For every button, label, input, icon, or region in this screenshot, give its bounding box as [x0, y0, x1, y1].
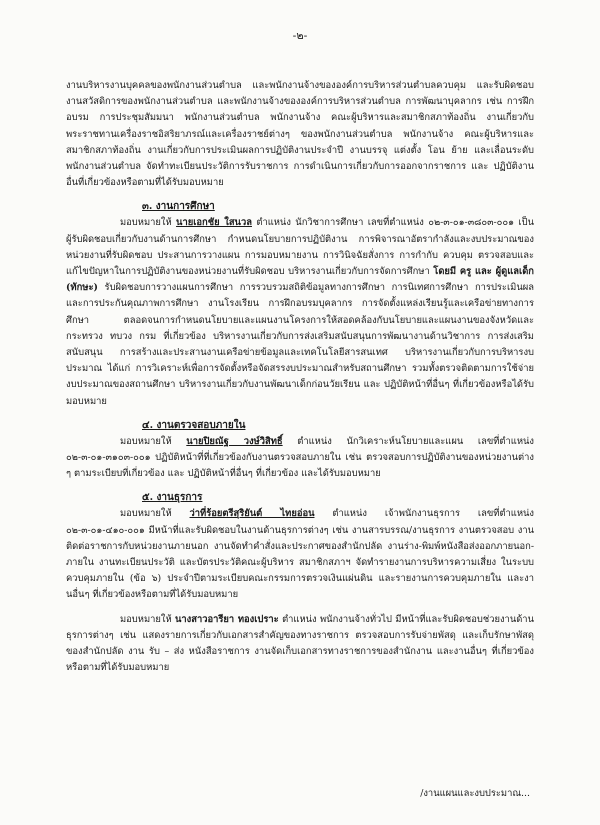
assign-prefix: มอบหมายให้ — [120, 435, 187, 447]
section-heading-internal-audit: ๔. งานตรวจสอบภายใน — [142, 419, 246, 431]
section-heading-administration: ๕. งานธุรการ — [142, 492, 203, 504]
section-heading-education: ๓. งานการศึกษา — [142, 201, 215, 213]
bold-phrase: โดยมี ครู และ ผู้ดูแลเด็ก (ทักษะ) — [66, 266, 534, 294]
assignee-name: ว่าที่ร้อยตรีสุริยันต์ ไทยอ่อน — [189, 508, 315, 520]
paragraph-text: ตำแหน่ง พนักงานจ้างทั่วไป มีหน้าที่และรับผิดชอบช่วยงานด้านธุรการต่างๆ เช่น แสดงรายการเกี่ยวกับเอกสารสำคัญของทางราชการ ตรวจสอบการรับจ่ายพัสดุ และเก็บรักษาพัสดุของสำนักปลัด งาน รับ – ส่ง หนังสือราชการ งานจัดเก็บเอกสารทางราชการของสำนักงาน และงานอื่นๆ ที่เกี่ยวข้องหรือตามที่ได้รับมอบหมาย — [66, 613, 534, 674]
assignee-name: นายปิยณัฐ วงษ์วิสิทธิ์ — [186, 435, 283, 447]
paragraph-administration-assistant — [66, 612, 534, 677]
assignee-name: นายเอกชัย ใสนวล — [176, 217, 252, 229]
paragraph-text: ตำแหน่ง นักวิเคราะห์นโยบายและแผน เลขที่ตำแหน่ง ๐๒-๓-๐๑-๓๑๐๓-๐๐๑ ปฏิบัติหน้าที่ที่เกี่ยวข้องกับงานตรวจสอบภายใน เช่น ตรวจสอบการปฏิบัติงานของหน่วยงานต่าง ๆ ตามระเบียบที่เกี่ยวข้อง และ ปฏิบัติหน้าที่อื่นๆ ที่เกี่ยวข้อง และได้รับมอบหมาย — [66, 435, 534, 480]
continued-note: /งานแผนและงบประมาณ... — [420, 788, 530, 799]
paragraph-internal-audit — [66, 434, 534, 483]
paragraph-intro: งานบริหารงานบุคคลของพนักงานส่วนตำบล และพนักงานจ้างขององค์การบริหารส่วนตำบลควบคุม และรับผิดชอบงานสวัสดิการของพนักงานส่วนตำบล และพนักงานจ้างขององค์การบริหารส่วนตำบล การพัฒนาบุคลากร เช่น การฝึกอบรม การประชุมสัมมนา พนักงานส่วนตำบล พนักงานจ้าง คณะผู้บริหารและสมาชิกสภาท้องถิ่น งานเกี่ยวกับพระราชทานเครื่องราชอิสริยาภรณ์และเครื่องราชย์ต่างๆ ของพนักงานส่วนตำบล พนักงานจ้าง คณะผู้บริหารและสมาชิกสภาท้องถิ่น งานเกี่ยวกับการประเมินผลการปฏิบัติงานประจำปี งานบรรจุ แต่งตั้ง โอน ย้าย และเลื่อนระดับพนักงานส่วนตำบล จัดทำทะเบียนประวัติการรับราชการ การดำเนินการเกี่ยวกับการออกจากราชการ และ ปฏิบัติงานอื่นที่เกี่ยวข้องหรือตามที่ได้รับมอบหมาย — [66, 80, 534, 189]
assign-prefix: มอบหมายให้ — [120, 613, 175, 625]
assignee-name: นางสาวอารียา ทองเปราะ — [175, 613, 279, 625]
spacer — [66, 604, 534, 612]
paragraph-text: ตำแหน่ง นักวิชาการศึกษา เลขที่ตำแหน่ง ๐๒-๓-๐๑-๓๘๐๓-๐๐๑ เป็นผู้รับผิดชอบเกี่ยวกับงานด้านการศึกษา กำหนดนโยบายการปฏิบัติงาน การพิจารณาอัตรากำลังและงบประมาณของหน่วยงานที่รับผิดชอบ ประสานการวางแผน การมอบหมายงาน การวินิจฉัยสั่งการ การกำกับ ควบคุม ตรวจสอบและแก้ไขปัญหาในการปฏิบัติงานของหน่วยงานที่รับผิดชอบ บริหารงานเกี่ยวกับการจัดการศึกษา — [66, 217, 534, 278]
assign-prefix: มอบหมายให้ — [120, 508, 190, 520]
paragraph-education — [66, 215, 534, 409]
assign-prefix: มอบหมายให้ — [120, 217, 177, 229]
document-body — [66, 78, 534, 677]
paragraph-text: ตำแหน่ง เจ้าพนักงานธุรการ เลขที่ตำแหน่ง ๐๒-๓-๐๑-๔๑๐-๐๐๑ มีหน้าที่และรับผิดชอบในงานด้านธุรการต่างๆ เช่น งานสารบรรณ/งานธุรการ งานตรวจสอบ งานติดต่อราชการกับหน่วยงานภายนอก งานจัดทำคำสั่งและประกาศของสำนักปลัด งานร่าง-พิมพ์หนังสือส่งออกภายนอก-ภายใน งานทะเบียนประวัติ และบัตรประวัติคณะผู้บริหาร สมาชิกสภาฯ จัดทำรายงานการบริหารความเสี่ยง ในระบบควบคุมภายใน (ข้อ ๖) ประจำปีตามระเบียบคณะกรรมการตรวจเงินแผ่นดิน และรายงานการควบคุมภายใน และงานอื่นๆ ที่เกี่ยวข้องหรือตามที่ได้รับมอบหมาย — [66, 508, 535, 601]
paragraph-text: รับผิดชอบการวางแผนการศึกษา การรวบรวมสถิติข้อมูลทางการศึกษา การนิเทศการศึกษา การประเมินผลและการประกันคุณภาพการศึกษา งานโรงเรียน การฝึกอบรมบุคลากร การจัดตั้งแหล่งเรียนรู้และเครือข่ายทางการศึกษา ตลอดจนการกำหนดนโยบายและแผนงานโครงการให้สอดคล้องกับนโยบายและแผนงานของจังหวัดและกระทรวง ทบวง กรม ที่เกี่ยวข้อง บริหารงานเกี่ยวกับการส่งเสริมสนับสนุนการพัฒนางานด้านวิชาการ การส่งเสริมสนับสนุน การสร้างและประสานงานเครือข่ายข้อมูลและเทคโนโลยีสารสนเทศ บริหารงานเกี่ยวกับการบริหารงบประมาณ ได้แก่ การวิเคราะห์เพื่อการจัดตั้งหรือจัดสรรงบประมาณสำหรับสถานศึกษา รวมทั้งตรวจติดตามการใช้จ่ายงบประมาณของสถานศึกษา บริหารงานเกี่ยวกับงานพัฒนาเด็กก่อนวัยเรียน และ ปฏิบัติหน้าที่อื่นๆ ที่เกี่ยวข้องหรือได้รับมอบหมาย — [66, 282, 534, 407]
page-number: -๒- — [292, 29, 308, 42]
paragraph-administration — [66, 506, 534, 603]
